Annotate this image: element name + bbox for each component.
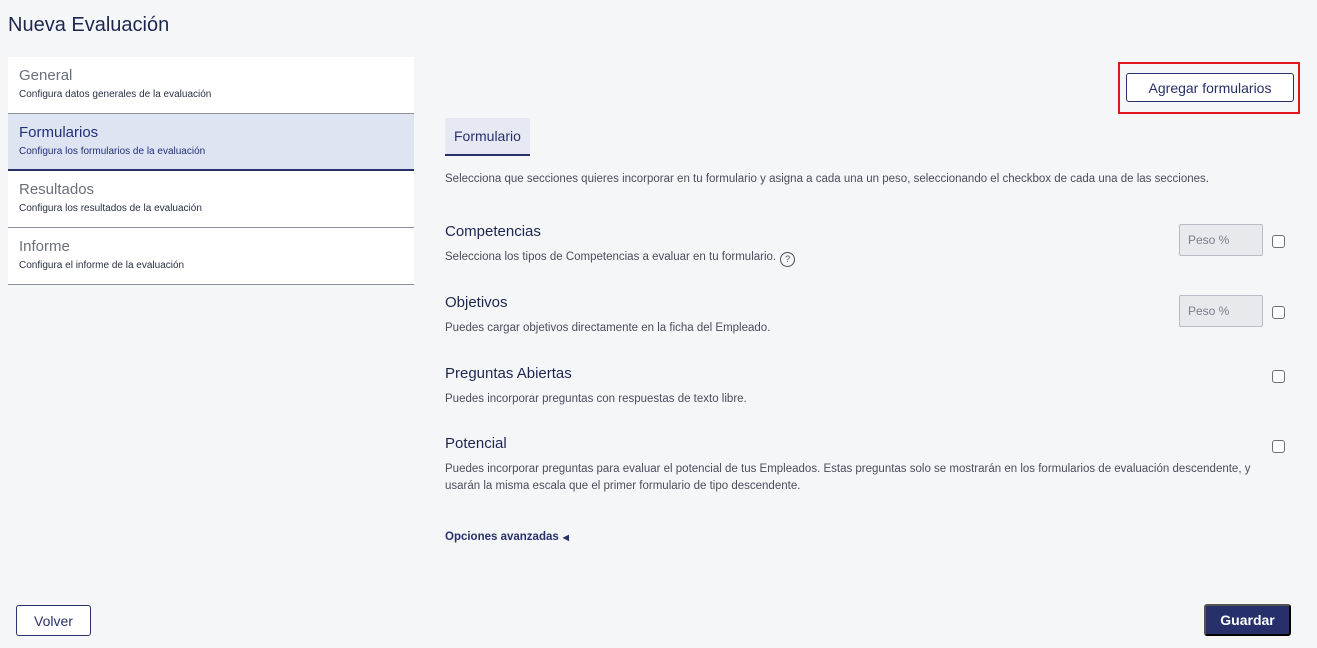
section-description [445,249,1265,267]
page-title: Nueva Evaluación [8,14,170,36]
intro-text: Selecciona que secciones quieres incorporar en tu formulario y asigna a cada una un peso, seleccionando el checkbox de cada una de las secciones. [445,173,1209,185]
section-objetivos [445,294,1265,337]
advanced-options-toggle[interactable] [445,531,569,543]
sidebar-item-title: Formularios [19,124,99,141]
preguntas-abiertas-checkbox[interactable] [1272,370,1285,383]
sidebar-item-resultados[interactable] [8,171,414,228]
save-button[interactable]: Guardar [1204,604,1291,636]
sidebar-item-title: Resultados [19,181,95,198]
potencial-checkbox[interactable] [1272,440,1285,453]
objetivos-checkbox[interactable] [1272,306,1285,319]
section-title: Potencial [445,435,507,452]
competencias-checkbox[interactable] [1272,235,1285,248]
section-title: Objetivos [445,294,508,311]
section-title: Competencias [445,223,541,240]
sidebar-item-subtitle: Configura el informe de la evaluación [19,260,185,271]
objetivos-weight-input[interactable] [1179,295,1263,327]
sidebar-item-informe[interactable] [8,228,414,285]
competencias-weight-input[interactable] [1179,224,1263,256]
caret-left-icon: ◀ [562,532,569,542]
sidebar-item-title: Informe [19,238,70,255]
sidebar-nav [8,57,414,285]
sidebar-item-formularios[interactable] [8,114,414,171]
sidebar-item-general[interactable] [8,57,414,114]
add-forms-button[interactable]: Agregar formularios [1126,73,1294,102]
advanced-options-label: Opciones avanzadas [445,531,559,543]
section-description: Puedes incorporar preguntas para evaluar el potencial de tus Empleados. Estas preguntas solo se mostrarán en los formularios de evaluación descendente, y usarán la misma escala que el primer formulario de tipo descendente. [445,463,1251,492]
sidebar-item-title: General [19,67,73,84]
help-icon[interactable]: ? [780,252,795,267]
sidebar-item-subtitle: Configura los formularios de la evaluación [19,146,206,157]
section-preguntas-abiertas [445,365,1265,408]
section-description-text: Selecciona los tipos de Competencias a evaluar en tu formulario. [445,251,777,263]
sidebar-item-subtitle: Configura los resultados de la evaluación [19,203,202,214]
section-description: Puedes incorporar preguntas con respuestas de texto libre. [445,393,747,405]
section-description: Puedes cargar objetivos directamente en la ficha del Empleado. [445,322,771,334]
back-button[interactable]: Volver [16,605,91,636]
tab-formulario[interactable]: Formulario [445,118,530,156]
section-title: Preguntas Abiertas [445,365,572,382]
section-potencial [445,435,1265,495]
sidebar-item-subtitle: Configura datos generales de la evaluación [19,89,212,100]
section-competencias [445,223,1265,267]
